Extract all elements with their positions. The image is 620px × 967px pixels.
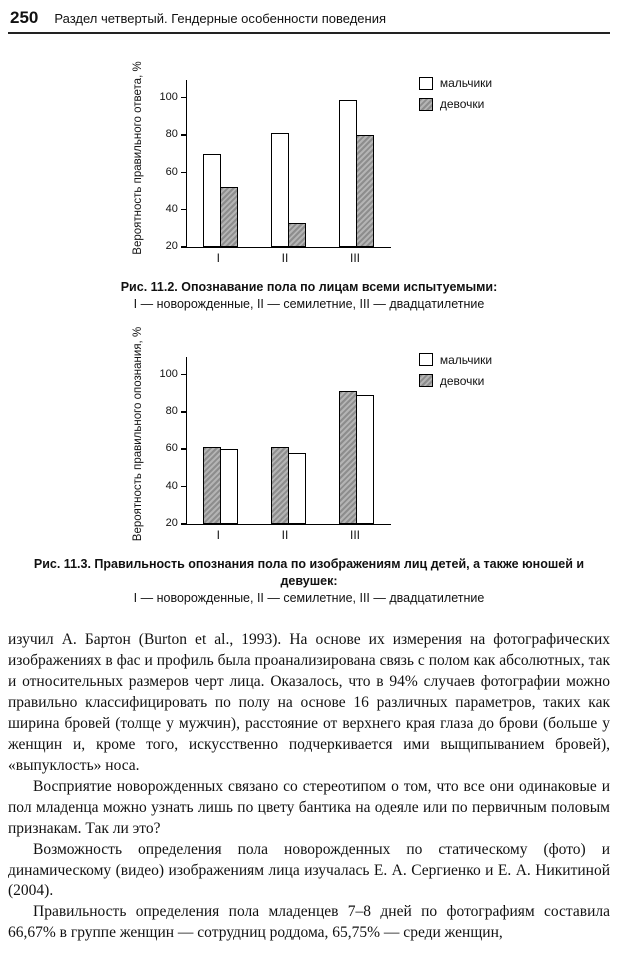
y-tick-label: 100: [159, 367, 178, 380]
x-category-label: I: [216, 527, 221, 542]
figure-11-2: [8, 60, 610, 313]
bar-group-II: [271, 447, 306, 524]
figure-number: Рис. 11.2.: [120, 280, 178, 294]
figure-number: Рис. 11.3.: [33, 556, 91, 571]
x-category-label: III: [350, 251, 361, 265]
y-tick-label: 20: [165, 517, 178, 529]
y-tick: [165, 405, 187, 417]
bar-girls-II: [271, 447, 289, 524]
bar-group-III: [339, 100, 374, 247]
caption-line-1: [29, 556, 589, 590]
y-tick-label: 100: [159, 90, 178, 103]
bar-chart-fig-11-2: [126, 60, 493, 265]
y-tick: [165, 128, 187, 141]
x-category-label: II: [281, 527, 289, 542]
bar-chart-fig-11-3: [126, 327, 493, 542]
page-number: 250: [10, 8, 39, 27]
bar-boys-III: [356, 395, 374, 524]
y-tick: [159, 90, 187, 103]
plot-column: [159, 343, 391, 542]
y-tick: [165, 517, 187, 529]
y-axis-label: [126, 60, 150, 265]
legend-swatch-boys: [419, 353, 433, 366]
legend-swatch-boys: [419, 77, 433, 90]
bar-group-II: [271, 133, 306, 247]
figure-subtitle: I — новорожденные, II — семилетние, III — двадцатилетние: [133, 296, 485, 311]
paragraph: Восприятие новорожденных связано со стереотипом о том, что все они одинаковые и пол младенца можно узнать лишь по цвету бантика на одеяле или по первичным половым признакам. Так ли это?: [8, 777, 610, 837]
bar-girls-II: [288, 223, 306, 247]
legend-item-boys: [419, 76, 492, 90]
figure-title: Опознавание пола по лицам всеми испытуемыми:: [181, 280, 498, 294]
x-axis-labels: [186, 248, 391, 265]
legend-label: мальчики: [439, 352, 493, 367]
paragraph: изучил А. Бартон (Burton et al., 1993). На основе их измерения на фотографических изображениях в фас и профиль была проанализирована связь с полом как абсолютных, так и относительных размеров черт лица. Оказалось, что в 94% случаев фотографии можно правильно классифицировать по полу на основе 16 различных параметров, таких как ширина бровей (толще у мужчин), расстояние от верхнего края глаза до брови (больше у женщин и, кроме того, искусственно подчеркивается ими выщипыванием бровей), «выпуклость» носа.: [8, 631, 610, 774]
bar-boys-II: [271, 133, 289, 247]
paragraph: Правильность определения пола младенцев 7–8 дней по фотографиям составила 66,67% в группе женщин — сотрудниц роддома, 65,75% — среди женщин,: [8, 903, 610, 942]
legend-swatch-girls: [419, 98, 433, 111]
bar-boys-III: [339, 100, 357, 247]
legend-item-girls: [419, 97, 492, 111]
chart-legend: [419, 343, 492, 542]
y-tick: [165, 479, 187, 492]
figure-caption: [29, 556, 589, 607]
y-tick-label: 20: [165, 240, 178, 253]
x-category-label: I: [216, 251, 221, 265]
legend-label: девочки: [439, 373, 485, 388]
paragraph: Возможность определения пола новорожденных по статическому (фото) и динамическому (видео) изображениям лица изучалась Е. А. Сергиенко и Е. А. Никитиной (2004).: [8, 840, 610, 900]
bar-boys-I: [203, 154, 221, 247]
legend-swatch-girls: [419, 374, 433, 387]
figure-title: Правильность опознания пола по изображениям лиц детей, а также юношей и девушек:: [94, 556, 585, 588]
legend-item-boys: [419, 353, 492, 367]
bar-boys-II: [288, 453, 306, 524]
bar-group-I: [203, 154, 238, 247]
page-header: [8, 6, 610, 34]
y-tick-label: 80: [165, 128, 178, 141]
bar-group-I: [203, 447, 238, 524]
y-tick-label: 60: [165, 442, 178, 455]
caption-line-1: [121, 279, 498, 296]
bar-girls-III: [339, 391, 357, 524]
legend-label: мальчики: [439, 76, 493, 90]
y-tick: [159, 367, 187, 380]
bar-boys-I: [220, 449, 238, 524]
legend-label: девочки: [439, 97, 485, 111]
y-axis-label-text: Вероятность правильного опознания, %: [131, 327, 144, 542]
bar-girls-I: [220, 187, 238, 247]
y-tick-label: 60: [165, 165, 178, 178]
y-axis-label-text: Вероятность правильного ответа, %: [131, 60, 144, 255]
figure-11-3: [8, 327, 610, 607]
bar-girls-I: [203, 447, 221, 524]
legend-item-girls: [419, 374, 492, 388]
figure-caption: [121, 279, 498, 313]
x-axis-labels: [186, 525, 391, 542]
bar-group-III: [339, 391, 374, 524]
plot-area: [159, 357, 391, 529]
y-axis-label: [126, 327, 150, 542]
body-text: [8, 630, 610, 944]
x-category-label: III: [350, 527, 361, 542]
y-tick: [165, 442, 187, 455]
bar-girls-III: [356, 135, 374, 247]
y-tick: [165, 202, 187, 215]
y-tick-label: 80: [165, 405, 178, 417]
figure-subtitle: I — новорожденные, II — семилетние, III — двадцатилетние: [133, 590, 485, 605]
chart-legend: [419, 66, 492, 265]
plot-area: [159, 80, 391, 253]
y-tick: [165, 165, 187, 178]
running-title: Раздел четвертый. Гендерные особенности поведения: [54, 11, 387, 26]
y-tick: [165, 240, 187, 253]
x-category-label: II: [281, 251, 289, 265]
plot-column: [159, 66, 391, 265]
y-tick-label: 40: [165, 479, 178, 492]
y-tick-label: 40: [165, 202, 178, 215]
